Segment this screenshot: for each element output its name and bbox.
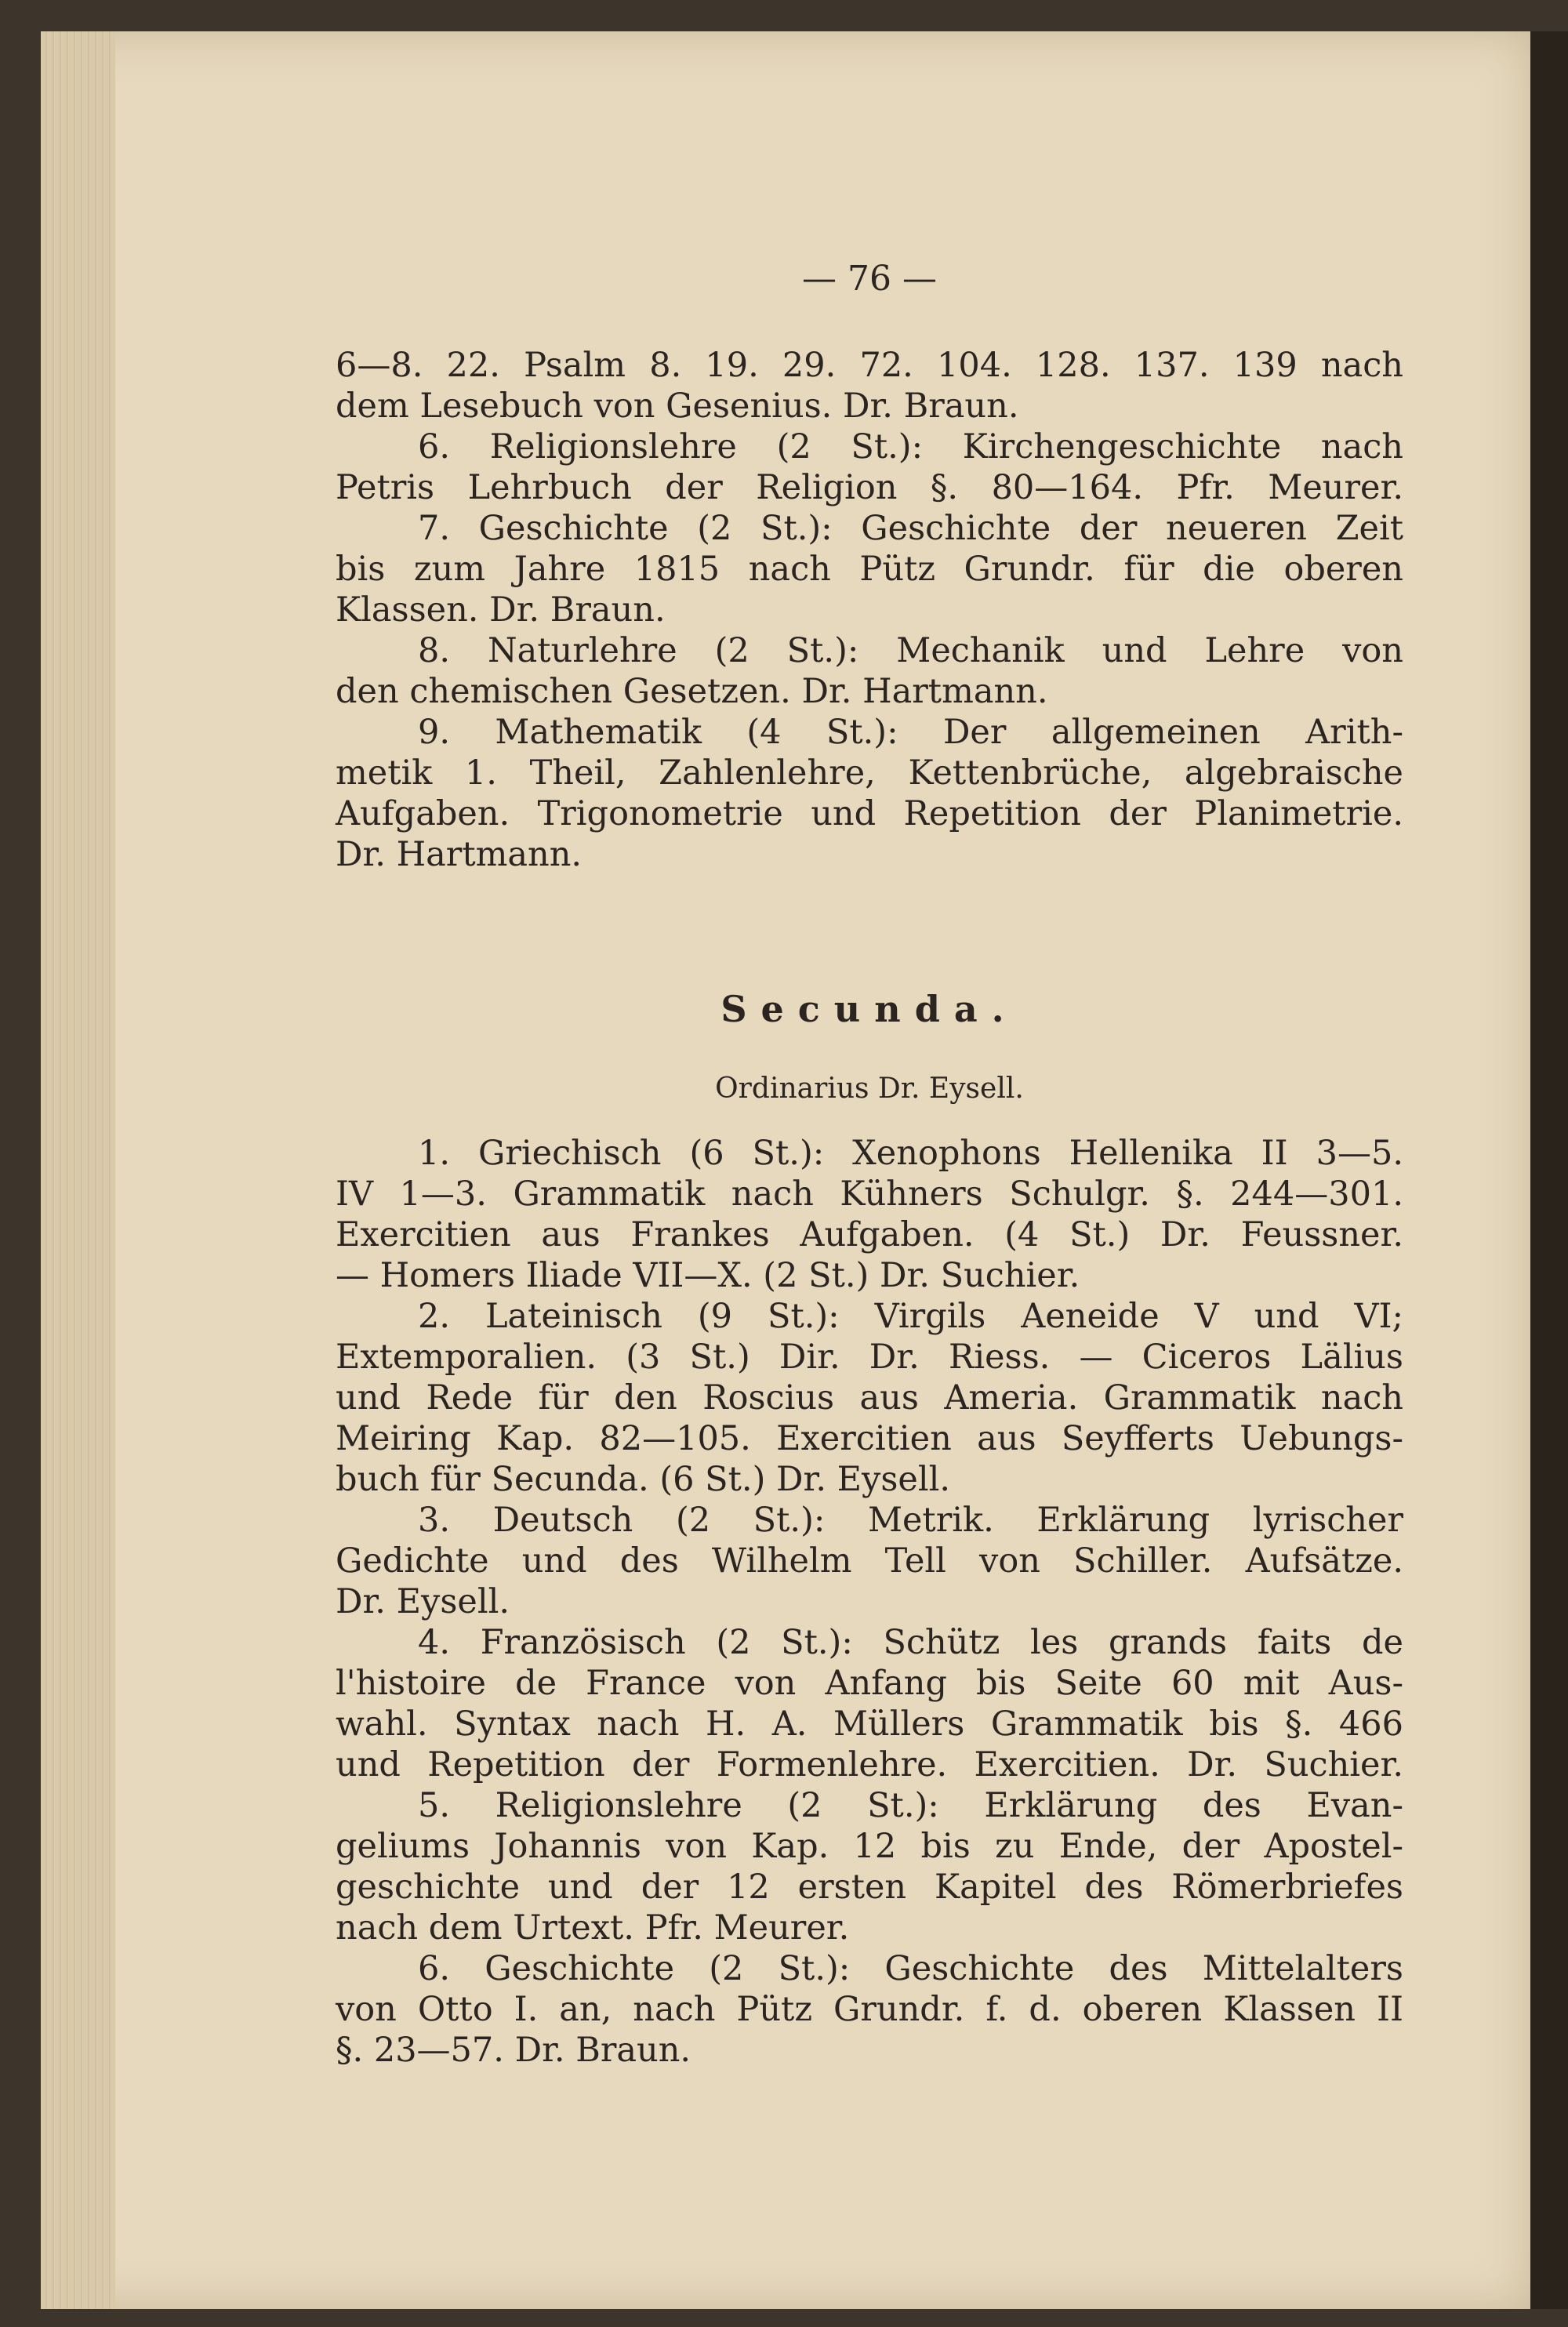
text-line: l'histoire de France von Anfang bis Seite 60 mit Aus- (336, 1664, 1403, 1703)
text-line: geschichte und der 12 ersten Kapitel des Römerbriefes (336, 1868, 1403, 1907)
text-line: Extemporalien. (3 St.) Dir. Dr. Riess. — Ciceros Lälius (336, 1338, 1403, 1377)
text-line: nach dem Urtext. Pfr. Meurer. (336, 1908, 850, 1948)
text-line: 3. Deutsch (2 St.): Metrik. Erklärung lyrischer (418, 1501, 1403, 1540)
page-stack-edges (41, 31, 115, 2309)
text-line: Dr. Hartmann. (336, 835, 583, 874)
text-line: 6—8. 22. Psalm 8. 19. 29. 72. 104. 128. 137. 139 nach (336, 346, 1403, 385)
text-line: den chemischen Gesetzen. Dr. Hartmann. (336, 672, 1048, 711)
text-line: Exercitien aus Frankes Aufgaben. (4 St.) Dr. Feussner. (336, 1215, 1403, 1254)
text-line: bis zum Jahre 1815 nach Pütz Grundr. für die oberen (336, 550, 1403, 589)
text-line: — Homers Iliade VII—X. (2 St.) Dr. Suchier. (336, 1256, 1080, 1295)
text-line: 2. Lateinisch (9 St.): Virgils Aeneide V und VI; (418, 1297, 1403, 1336)
text-line: Dr. Eysell. (336, 1582, 510, 1621)
text-line: 6. Religionslehre (2 St.): Kirchengeschichte nach (418, 427, 1403, 466)
text-line: IV 1—3. Grammatik nach Kühners Schulgr. §. 244—301. (336, 1174, 1403, 1214)
text-line: und Repetition der Formenlehre. Exercitien. Dr. Suchier. (336, 1745, 1403, 1784)
text-line: §. 23—57. Dr. Braun. (336, 2031, 691, 2070)
text-line: Petris Lehrbuch der Religion §. 80—164. Pfr. Meurer. (336, 468, 1403, 507)
text-line: Meiring Kap. 82—105. Exercitien aus Seyfferts Uebungs- (336, 1419, 1403, 1458)
text-line: von Otto I. an, nach Pütz Grundr. f. d. oberen Klassen II (336, 1990, 1403, 2029)
text-line: 4. Französisch (2 St.): Schütz les grands faits de (418, 1623, 1403, 1662)
text-line: dem Lesebuch von Gesenius. Dr. Braun. (336, 387, 1019, 426)
text-line: Aufgaben. Trigonometrie und Repetition der Planimetrie. (336, 794, 1403, 833)
text-line: buch für Secunda. (6 St.) Dr. Eysell. (336, 1460, 951, 1499)
text-line: und Rede für den Roscius aus Ameria. Grammatik nach (336, 1378, 1403, 1418)
text-line: Gedichte und des Wilhelm Tell von Schiller. Aufsätze. (336, 1541, 1403, 1581)
text-line: 9. Mathematik (4 St.): Der allgemeinen Arith- (418, 713, 1403, 752)
text-line: 6. Geschichte (2 St.): Geschichte des Mittelalters (418, 1949, 1403, 1988)
text-line: 1. Griechisch (6 St.): Xenophons Hellenika II 3—5. (418, 1134, 1403, 1173)
page-number: — 76 — (802, 259, 937, 299)
binding-shadow (1530, 31, 1568, 2309)
text-line: 8. Naturlehre (2 St.): Mechanik und Lehre von (418, 631, 1403, 670)
text-line: 7. Geschichte (2 St.): Geschichte der neueren Zeit (418, 509, 1403, 548)
text-line: metik 1. Theil, Zahlenlehre, Kettenbrüche, algebraische (336, 753, 1403, 793)
text-line: Klassen. Dr. Braun. (336, 590, 666, 630)
text-line: wahl. Syntax nach H. A. Müllers Grammatik bis §. 466 (336, 1704, 1403, 1744)
text-line: geliums Johannis von Kap. 12 bis zu Ende, der Apostel- (336, 1827, 1403, 1866)
section-heading: Secunda. (720, 988, 1018, 1030)
text-line: 5. Religionslehre (2 St.): Erklärung des Evan- (418, 1786, 1403, 1825)
ordinarius-line: Ordinarius Dr. Eysell. (715, 1073, 1024, 1105)
